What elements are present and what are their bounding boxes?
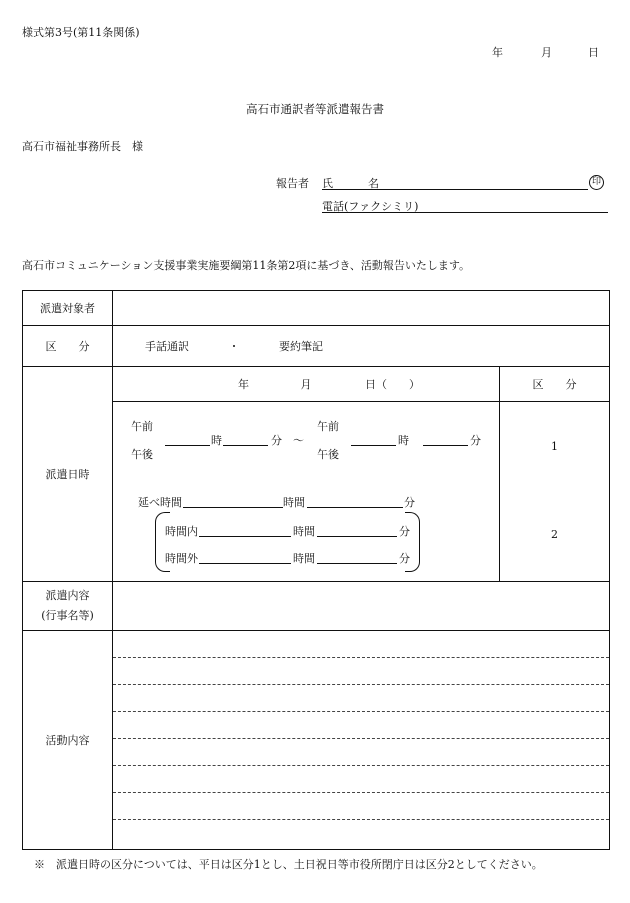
- end-minute-field[interactable]: [423, 432, 468, 446]
- outside-hours-unit: 時間: [293, 552, 315, 565]
- end-hour-unit: 時: [398, 434, 409, 447]
- within-hours-unit: 時間: [293, 525, 315, 538]
- start-minute-field[interactable]: [223, 432, 268, 446]
- category-field: [113, 326, 610, 367]
- datetime-label: 派遣日時: [23, 367, 113, 582]
- end-hour-field[interactable]: [351, 432, 396, 446]
- statement: 高石市コミュニケーション支援事業実施要綱第11条第2項に基づき、活動報告いたします。: [22, 259, 471, 272]
- addressee: 高石市福祉事務所長 様: [22, 140, 143, 153]
- within-minutes-unit: 分: [399, 525, 410, 538]
- activity-line: [113, 658, 609, 685]
- start-hour-field[interactable]: [165, 432, 210, 446]
- phone-label: 電話(ファクシミリ): [322, 200, 419, 213]
- category-separator: ・: [228, 340, 240, 353]
- start-am[interactable]: 午前: [131, 420, 153, 433]
- phone-field[interactable]: [322, 198, 608, 213]
- report-table: [22, 290, 610, 850]
- total-hours-field[interactable]: [183, 494, 283, 508]
- end-pm[interactable]: 午後: [317, 448, 339, 461]
- footnote: ※ 派遣日時の区分については、平日は区分1とし、土日祝日等市役所閉庁日は区分2としてください。: [34, 858, 543, 871]
- seal-mark: 印: [589, 175, 604, 190]
- end-am[interactable]: 午前: [317, 420, 339, 433]
- date-header-cell[interactable]: [113, 367, 500, 402]
- content-label-line-1: 派遣内容: [45, 589, 90, 602]
- activity-line: [113, 739, 609, 766]
- name-label-1: 氏: [322, 177, 333, 190]
- category-label: 区 分: [23, 326, 113, 367]
- outside-label: 時間外: [165, 552, 198, 565]
- date-year-label: 年: [492, 46, 503, 59]
- time-cell: [113, 402, 500, 582]
- total-minutes-unit: 分: [404, 496, 415, 509]
- date-day-label: 日: [588, 46, 599, 59]
- activity-line: [113, 712, 609, 739]
- kubun-header: 区 分: [500, 367, 610, 402]
- activity-line: [113, 793, 609, 820]
- name-field[interactable]: [322, 175, 588, 190]
- activity-line: [113, 766, 609, 793]
- within-label: 時間内: [165, 525, 198, 538]
- activity-label: 活動内容: [23, 631, 113, 850]
- content-label-line-2: (行事名等): [41, 609, 94, 622]
- reporter-label: 報告者: [276, 177, 309, 190]
- category-option-summary[interactable]: 要約筆記: [279, 340, 323, 353]
- kubun-1[interactable]: 1: [551, 440, 558, 453]
- category-option-sign[interactable]: 手話通訳: [145, 340, 189, 353]
- outside-minutes-field[interactable]: [317, 550, 397, 564]
- range-tilde: ～: [293, 434, 304, 447]
- target-field[interactable]: [113, 291, 610, 326]
- start-pm[interactable]: 午後: [131, 448, 153, 461]
- page-title: 高石市通訳者等派遣報告書: [246, 102, 384, 116]
- total-hours-unit: 時間: [283, 496, 305, 509]
- activity-line: [113, 631, 609, 658]
- total-minutes-field[interactable]: [307, 494, 403, 508]
- start-minute-unit: 分: [271, 434, 282, 447]
- activity-field[interactable]: [113, 631, 610, 850]
- start-hour-unit: 時: [211, 434, 222, 447]
- date-header-day: 日（ ）: [365, 378, 420, 391]
- kubun-cell: [500, 402, 610, 582]
- content-label: [23, 582, 113, 631]
- total-label: 延べ時間: [138, 496, 182, 509]
- within-hours-field[interactable]: [199, 523, 291, 537]
- name-label-2: 名: [368, 177, 379, 190]
- activity-line: [113, 685, 609, 712]
- date-month-label: 月: [541, 46, 552, 59]
- form-number: 様式第3号(第11条関係): [22, 26, 140, 39]
- outside-hours-field[interactable]: [199, 550, 291, 564]
- content-field[interactable]: [113, 582, 610, 631]
- within-minutes-field[interactable]: [317, 523, 397, 537]
- end-minute-unit: 分: [470, 434, 481, 447]
- date-header-year: 年: [238, 378, 249, 391]
- outside-minutes-unit: 分: [399, 552, 410, 565]
- target-label: 派遣対象者: [23, 291, 113, 326]
- kubun-2[interactable]: 2: [551, 528, 558, 541]
- date-header-month: 月: [300, 378, 312, 391]
